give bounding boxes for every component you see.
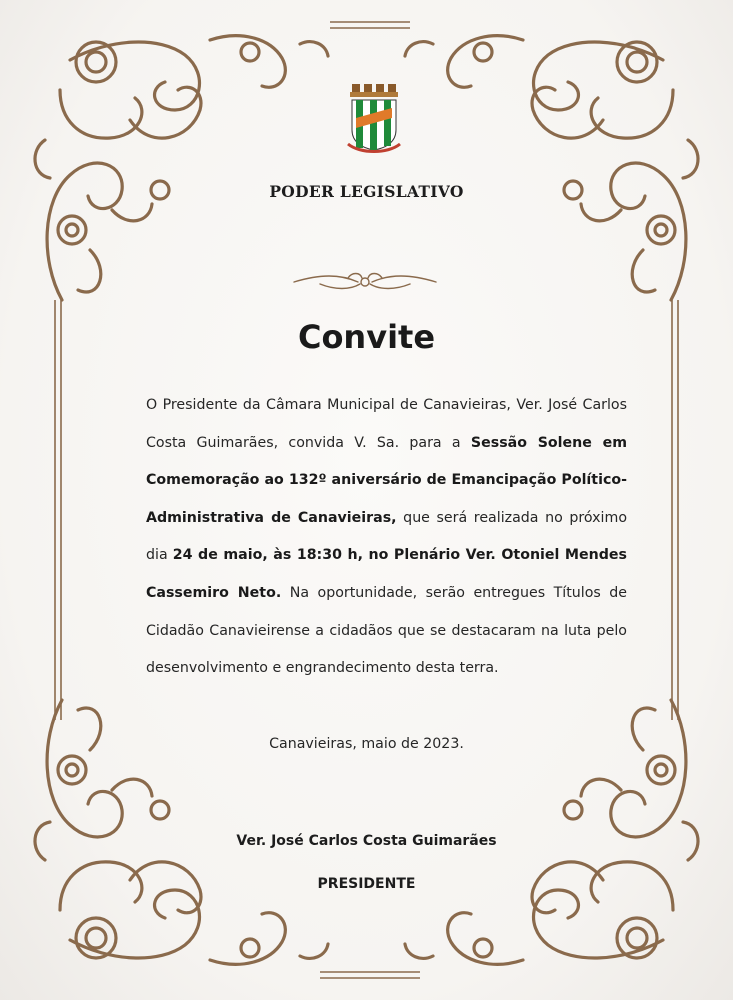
signer-role: PRESIDENTE	[317, 876, 416, 892]
body-text-3: Na oportunidade, serão entregues Títulos de Cidadão Canavieirense a cidadãos que se destacaram na luta pelo desenvolvimento e engrandecimento desta terra.	[146, 584, 627, 677]
body-text-2: que será realizada no próximo dia	[146, 509, 628, 564]
body-text-1: O Presidente da Câmara Municipal de Canavieiras, Ver. José Carlos Costa Guimarães, convida V. Sa. para a	[146, 397, 627, 451]
invitation-title: Convite	[297, 318, 436, 356]
signer-name: Ver. José Carlos Costa Guimarães	[236, 833, 497, 849]
municipal-coat-of-arms-icon	[346, 84, 402, 154]
place-date: Canavieiras, maio de 2023.	[269, 736, 464, 752]
ornamental-divider	[290, 268, 440, 296]
header-legislative-power: PODER LEGISLATIVO	[269, 182, 464, 201]
body-bold-session: Sessão Solene em Comemoração ao 132º aniversário de Emancipação Político-Administrativa de Canavieiras,	[146, 434, 627, 526]
invitation-body	[146, 387, 627, 688]
body-bold-date-place: 24 de maio, às 18:30 h, no Plenário Ver. Otoniel Mendes Cassemiro Neto.	[146, 547, 628, 601]
